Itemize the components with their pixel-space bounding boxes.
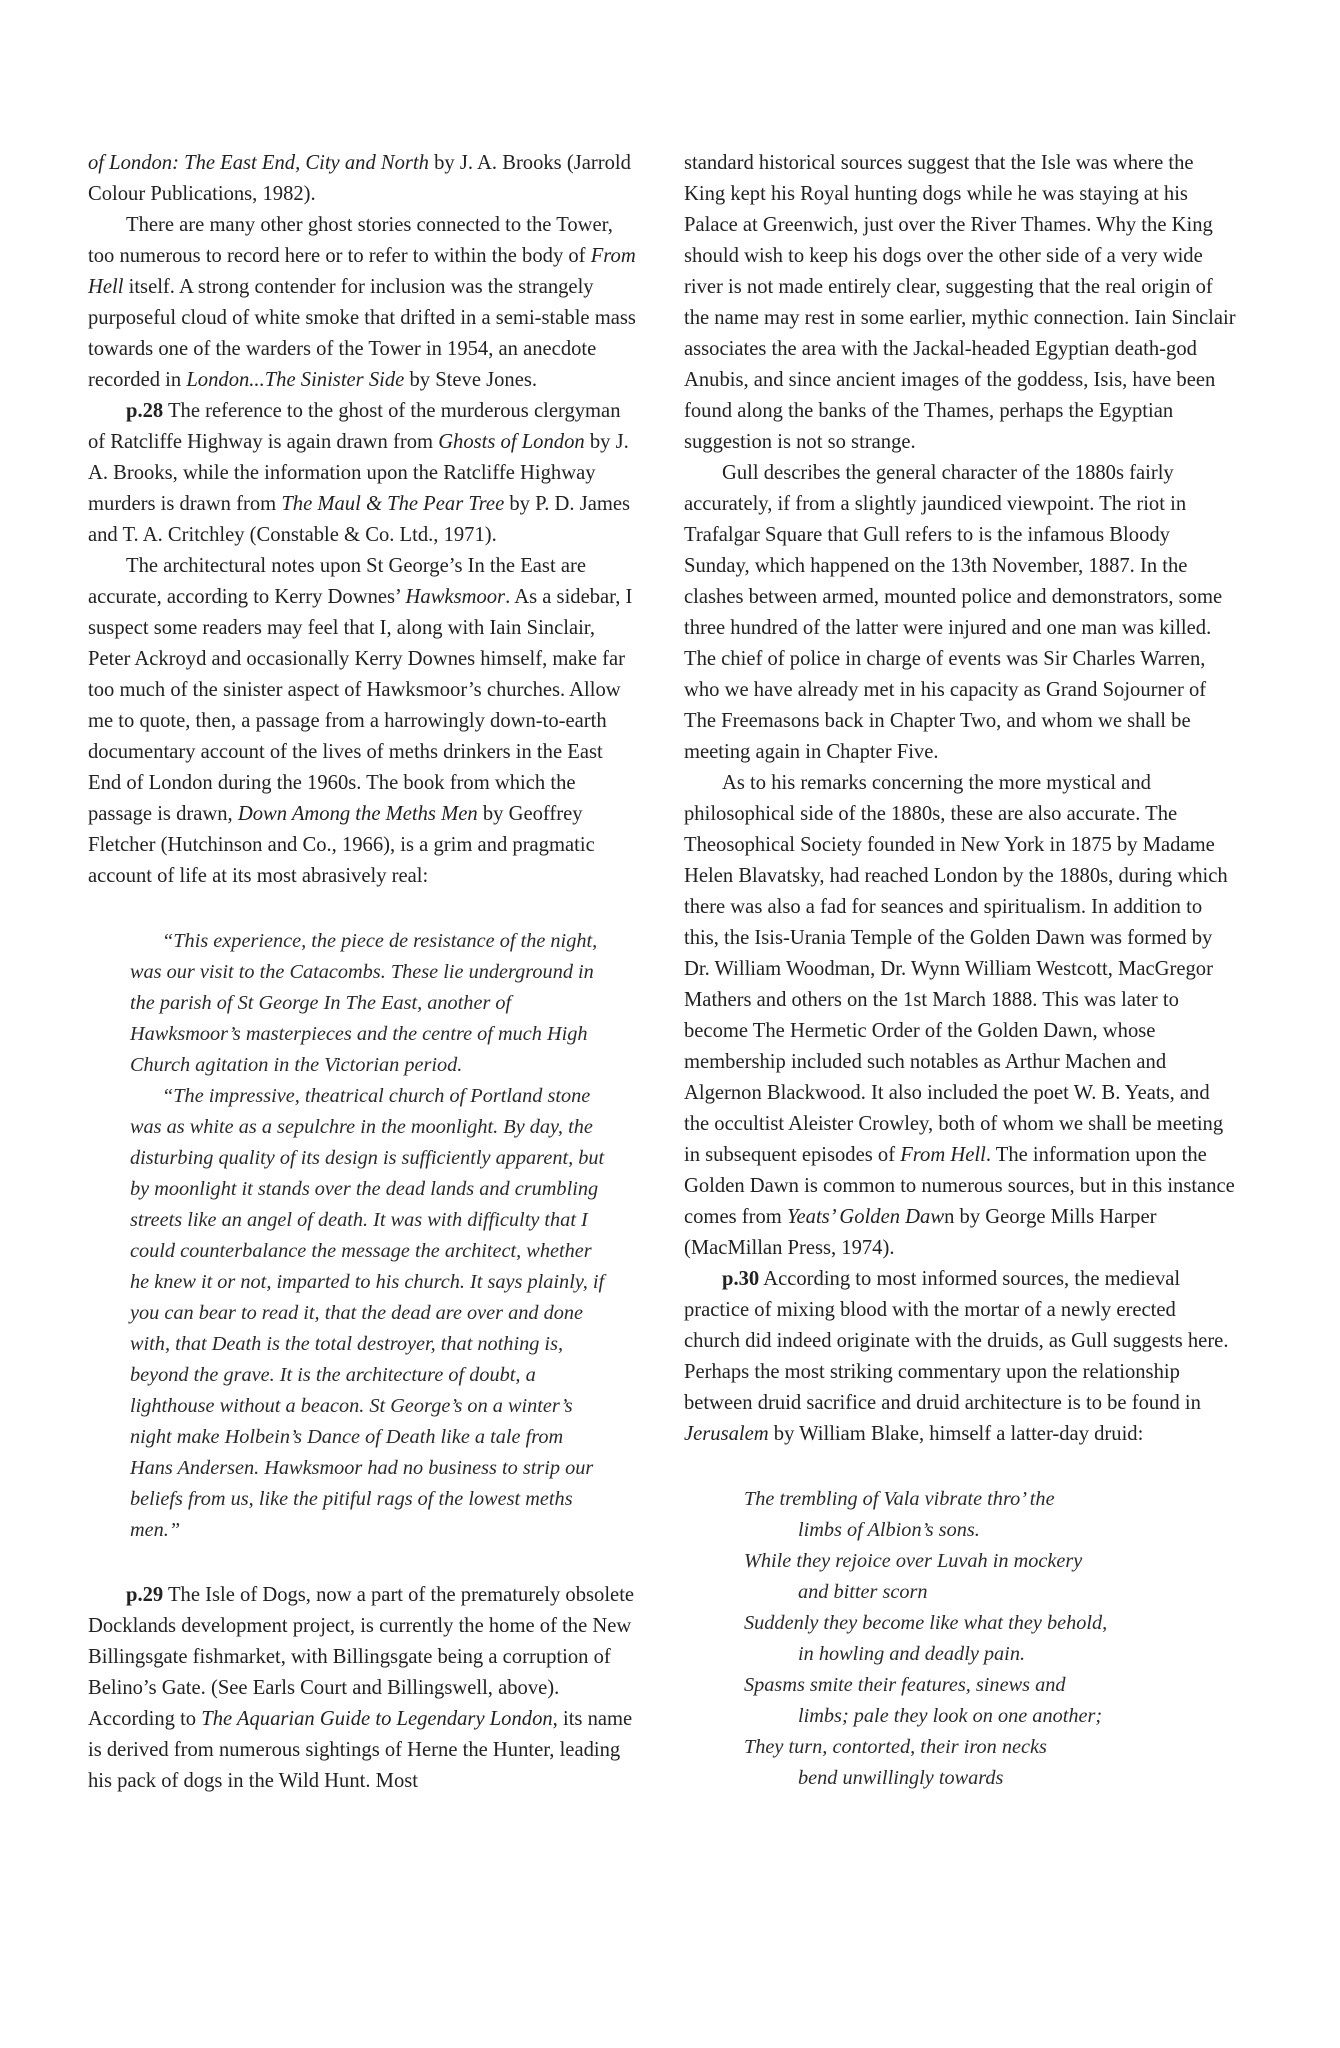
paragraph-brooks-citation: of London: The East End, City and North by J. A. Brooks (Jarrold Colour Publications, 1982). <box>88 152 631 205</box>
book-title: of London: The East End, City and North <box>88 152 429 174</box>
page-reference: p.28 <box>126 400 164 422</box>
poem-line: limbs; pale they look on one another; <box>798 1705 1103 1727</box>
poem-line: in howling and deadly pain. <box>798 1643 1026 1665</box>
page-reference: p.30 <box>722 1268 760 1290</box>
block-quote-fletcher <box>88 926 640 1546</box>
paragraph-p30: p.30 According to most informed sources, the medieval practice of mixing blood with the mortar of a newly erected church did indeed originate with the druids, as Gull suggests here. Perhaps the most striking commentary upon the relationship between druid sacrifice and druid architecture is to be found in Jerusalem by William Blake, himself a latter-day druid: <box>684 1268 1229 1445</box>
paragraph-golden-dawn: As to his remarks concerning the more mystical and philosophical side of the 1880s, these are also accurate. The Theosophical Society founded in New York in 1875 by Madame Helen Blavatsky, had reached London by the 1880s, during which there was also a fad for seances and spiritualism. In addition to this, the Isis-Urania Temple of the Golden Dawn was formed by Dr. William Woodman, Dr. Wynn William Westcott, MacGregor Mathers and others on the 1st March 1888. This was later to become The Hermetic Order of the Golden Dawn, whose membership included such notables as Arthur Machen and Algernon Blackwood. It also included the poet W. B. Yeats, and the occultist Aleister Crowley, both of whom we shall be meeting in subsequent episodes of From Hell. The information upon the Golden Dawn is common to numerous sources, but in this instance comes from Yeats’ Golden Dawn by George Mills Harper (MacMillan Press, 1974). <box>684 772 1235 1259</box>
paragraph-p28: p.28 The reference to the ghost of the murderous clergyman of Ratcliffe Highway is again drawn from Ghosts of London by J. A. Brooks, while the information upon the Ratcliffe Highway murders is drawn from The Maul & The Pear Tree by P. D. James and T. A. Critchley (Constable & Co. Ltd., 1971). <box>88 400 631 546</box>
paragraph-tower-ghosts: There are many other ghost stories connected to the Tower, too numerous to record here or to refer to within the body of From Hell itself. A strong contender for inclusion was the strangely purposeful cloud of white smoke that drifted in a semi-stable mass towards one of the warders of the Tower in 1954, an anecdote recorded in London...The Sinister Side by Steve Jones. <box>88 214 636 391</box>
poem-line: They turn, contorted, their iron necks <box>744 1736 1047 1758</box>
paragraph-isle-of-dogs-cont: standard historical sources suggest that the Isle was where the King kept his Royal hunting dogs while he was staying at his Palace at Greenwich, just over the River Thames. Why the King should wish to keep his dogs over the other side of a very wide river is not made entirely clear, suggesting that the real origin of the name may rest in some earlier, mythic connection. Iain Sinclair associates the area with the Jackal-headed Egyptian death-god Anubis, and since ancient images of the goddess, Isis, have been found along the banks of the Thames, perhaps the Egyptian suggestion is not so strange. <box>684 152 1236 453</box>
paragraph-architecture-notes: The architectural notes upon St George’s In the East are accurate, according to Kerry Downes’ Hawksmoor. As a sidebar, I suspect some readers may feel that I, along with Iain Sinclair, Peter Ackroyd and occasionally Kerry Downes himself, make far too much of the sinister aspect of Hawksmoor’s churches. Allow me to quote, then, a passage from a harrowingly down-to-earth documentary account of the lives of meths drinkers in the East End of London during the 1960s. The book from which the passage is drawn, Down Among the Meths Men by Geoffrey Fletcher (Hutchinson and Co., 1966), is a grim and pragmatic account of life at its most abrasively real: <box>88 555 633 887</box>
paragraph-p29: p.29 The Isle of Dogs, now a part of the prematurely obsolete Docklands development project, is currently the home of the New Billingsgate fishmarket, with Billingsgate being a corruption of Belino’s Gate. (See Earls Court and Billingswell, above). According to The Aquarian Guide to Legendary London, its name is derived from numerous sightings of Herne the Hunter, leading his pack of dogs in the Wild Hunt. Most <box>88 1584 635 1792</box>
poem-line: bend unwillingly towards <box>798 1767 1004 1789</box>
poem-line: The trembling of Vala vibrate thro’ the <box>744 1488 1055 1510</box>
quote-paragraph: “The impressive, theatrical church of Portland stone was as white as a sepulchre in the moonlight. By day, the disturbing quality of its design is sufficiently apparent, but by moonlight it stands over the dead lands and crumbling streets like an angel of death. It was with difficulty that I could counterbalance the message the architect, whether he knew it or not, imparted to his church. It says plainly, if you can bear to read it, that the dead are over and done with, that Death is the total destroyer, that nothing is, beyond the grave. It is the architecture of doubt, a lighthouse without a beacon. St George’s on a winter’s night make Holbein’s Dance of Death like a tale from Hans Andersen. Hawksmoor had no business to strip our beliefs from us, like the pitiful rags of the lowest meths men.” <box>130 1085 605 1541</box>
poem-jerusalem <box>684 1484 1236 1794</box>
poem-line: While they rejoice over Luvah in mockery <box>744 1550 1083 1572</box>
poem-line: and bitter scorn <box>798 1581 928 1603</box>
left-column <box>88 148 640 1797</box>
poem-line: Suddenly they become like what they behold, <box>744 1612 1108 1634</box>
paragraph-1880s-character: Gull describes the general character of the 1880s fairly accurately, if from a slightly jaundiced viewpoint. The riot in Trafalgar Square that Gull refers to is the infamous Bloody Sunday, which happened on the 13th November, 1887. In the clashes between armed, mounted police and demonstrators, some three hundred of the latter were injured and one man was killed. The chief of police in charge of events was Sir Charles Warren, who we have already met in his capacity as Grand Sojourner of The Freemasons back in Chapter Two, and whom we shall be meeting again in Chapter Five. <box>684 462 1223 763</box>
quote-paragraph: “This experience, the piece de resistance of the night, was our visit to the Catacombs. These lie underground in the parish of St George In The East, another of Hawksmoor’s masterpieces and the centre of much High Church agitation in the Victorian period. <box>130 930 598 1076</box>
poem-line: limbs of Albion’s sons. <box>798 1519 980 1541</box>
poem-line: Spasms smite their features, sinews and <box>744 1674 1066 1696</box>
page-reference: p.29 <box>126 1584 164 1606</box>
right-column <box>684 148 1236 1794</box>
